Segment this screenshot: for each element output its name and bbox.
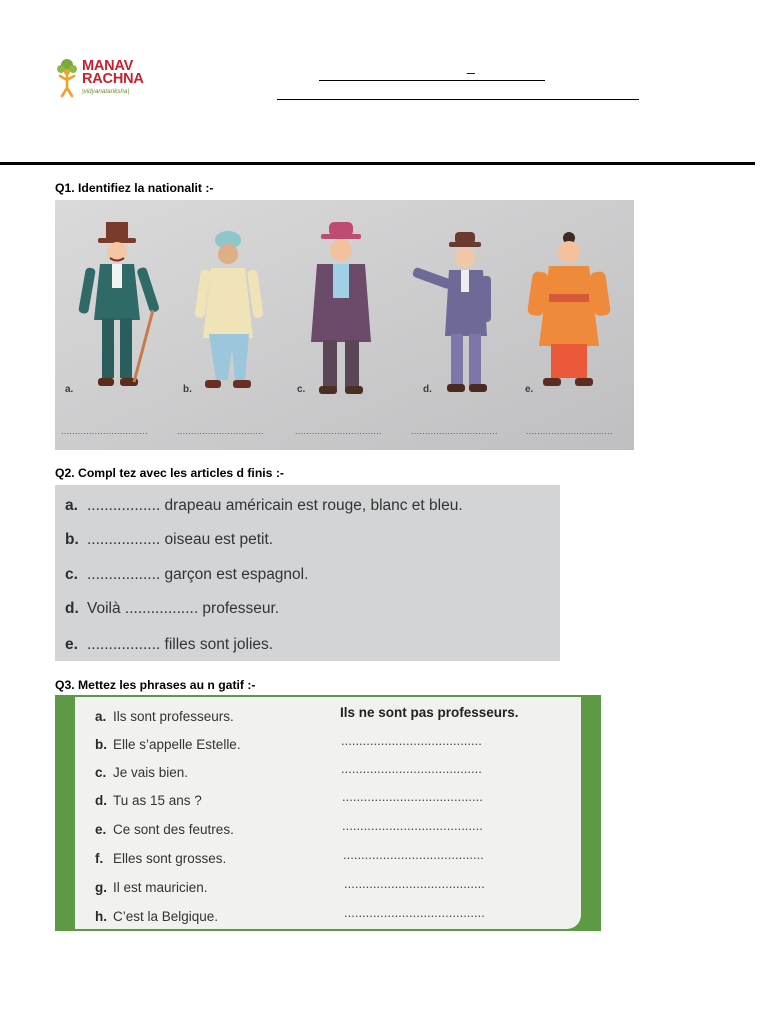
school-logo bbox=[56, 58, 156, 100]
q3-text-f: Elles sont grosses. bbox=[113, 851, 227, 866]
answer-blank-d: ............................... bbox=[411, 426, 498, 436]
figure-label-a: a. bbox=[65, 384, 74, 395]
q3-answer-g: ....................................... bbox=[344, 876, 485, 891]
q3-answer-c: ....................................... bbox=[341, 761, 482, 776]
q2-text-c: ................. garçon est espagnol. bbox=[87, 566, 309, 583]
nationality-figures-illustration bbox=[55, 200, 634, 450]
q3-answer-f: ....................................... bbox=[343, 847, 484, 862]
q3-row-a bbox=[95, 709, 234, 724]
q3-label-b: b. bbox=[95, 737, 107, 752]
logo-word-rachna: RACHNA bbox=[82, 71, 144, 87]
q1-picture bbox=[55, 200, 634, 450]
q3-answer-b: ....................................... bbox=[341, 733, 482, 748]
figure-label-e: e. bbox=[525, 384, 534, 395]
answer-blank-e: ............................... bbox=[526, 426, 613, 436]
q3-label-g: g. bbox=[95, 880, 107, 895]
q2-label-c: c. bbox=[65, 566, 78, 583]
q2-text-e: ................. filles sont jolies. bbox=[87, 636, 274, 653]
q3-label-c: c. bbox=[95, 765, 107, 780]
q2-label-b: b. bbox=[65, 531, 79, 548]
q3-row-h bbox=[95, 909, 218, 924]
q2-text-a: ................. drapeau américain est rouge, blanc et bleu. bbox=[87, 497, 463, 514]
answer-blank-a: ............................... bbox=[61, 426, 148, 436]
name-line bbox=[319, 80, 545, 81]
q3-row-d bbox=[95, 793, 202, 808]
header-divider bbox=[0, 162, 755, 165]
q2-label-e: e. bbox=[65, 636, 78, 653]
q3-answer-d: ....................................... bbox=[342, 789, 483, 804]
q3-card bbox=[75, 697, 581, 929]
q3-row-b bbox=[95, 737, 241, 752]
q2-text-b: ................. oiseau est petit. bbox=[87, 531, 274, 548]
figure-label-b: b. bbox=[183, 384, 192, 395]
q3-row-f bbox=[95, 851, 226, 866]
q2-row-b bbox=[65, 531, 273, 549]
figure-label-d: d. bbox=[423, 384, 432, 395]
header-mark: _ bbox=[467, 58, 475, 74]
q3-heading: Q3. Mettez les phrases au n gatif :- bbox=[55, 678, 256, 692]
q2-row-e bbox=[65, 636, 273, 654]
q3-label-h: h. bbox=[95, 909, 107, 924]
q2-label-d: d. bbox=[65, 600, 79, 617]
class-line bbox=[277, 99, 639, 100]
figure-label-c: c. bbox=[297, 384, 306, 395]
q3-text-c: Je vais bien. bbox=[113, 765, 189, 780]
q2-text-d: Voilà ................. professeur. bbox=[87, 600, 280, 617]
answer-blank-c: ............................... bbox=[295, 426, 382, 436]
q3-row-g bbox=[95, 880, 208, 895]
q2-picture bbox=[55, 485, 560, 661]
q3-label-a: a. bbox=[95, 709, 107, 724]
q3-picture bbox=[55, 695, 601, 931]
q3-answer-e: ....................................... bbox=[342, 818, 483, 833]
tree-person-icon bbox=[56, 58, 78, 98]
q3-label-f: f. bbox=[95, 851, 104, 866]
q3-label-d: d. bbox=[95, 793, 107, 808]
q3-answer-a: Ils ne sont pas professeurs. bbox=[340, 705, 519, 720]
q3-text-g: Il est mauricien. bbox=[113, 880, 208, 895]
q2-row-c bbox=[65, 566, 308, 584]
q3-row-e bbox=[95, 822, 234, 837]
q2-heading: Q2. Compl tez avec les articles d finis :- bbox=[55, 466, 284, 480]
q3-text-d: Tu as 15 ans ? bbox=[113, 793, 202, 808]
q1-heading: Q1. Identifiez la nationalit :- bbox=[55, 181, 214, 195]
q3-row-c bbox=[95, 765, 188, 780]
q3-text-e: Ce sont des feutres. bbox=[113, 822, 234, 837]
q3-answer-h: ....................................... bbox=[344, 905, 485, 920]
q2-label-a: a. bbox=[65, 497, 78, 514]
answer-blank-b: ............................... bbox=[177, 426, 264, 436]
logo-tagline: |vidyanatariksha| bbox=[82, 88, 130, 95]
q3-text-h: C’est la Belgique. bbox=[113, 909, 219, 924]
q2-row-a bbox=[65, 497, 463, 515]
q3-text-b: Elle s’appelle Estelle. bbox=[113, 737, 241, 752]
q2-row-d bbox=[65, 600, 279, 618]
q3-label-e: e. bbox=[95, 822, 107, 837]
q3-text-a: Ils sont professeurs. bbox=[113, 709, 234, 724]
logo-word-manav: MANAV bbox=[82, 58, 134, 74]
